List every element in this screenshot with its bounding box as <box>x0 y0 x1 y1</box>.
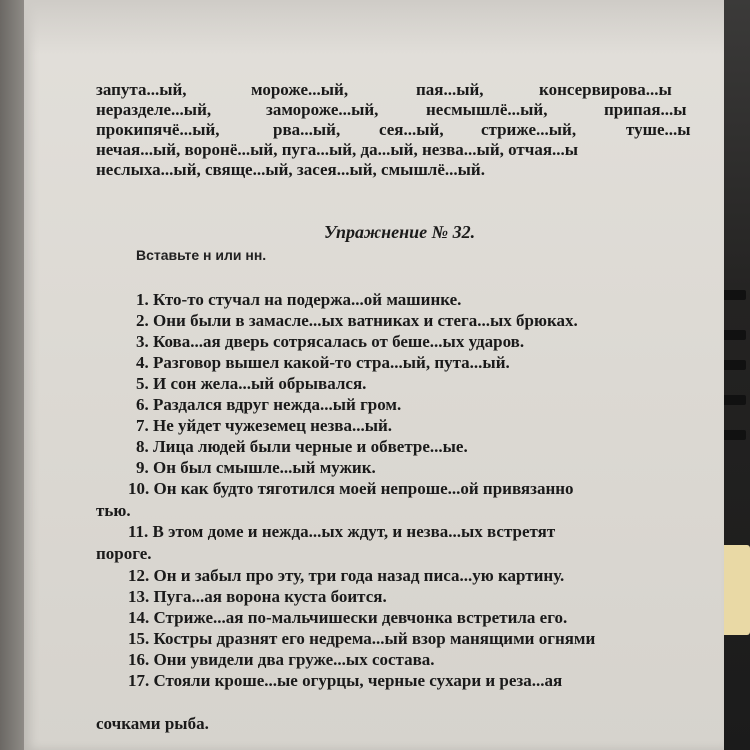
item-continuation: пороге. <box>96 544 152 563</box>
exercise-item: 11. В этом доме и нежда...ых ждут, и незва...ых встретят <box>128 522 556 541</box>
word: пая...ый, <box>416 80 484 99</box>
item-continuation: сочками рыба. <box>96 714 209 733</box>
exercise-title: Упражнение № 32. <box>324 222 476 242</box>
word: прокипячё...ый, <box>96 120 220 139</box>
word-row <box>96 80 724 100</box>
exercise-item: 14. Стриже...ая по-мальчишески девчонка встретила его. <box>128 608 568 627</box>
exercise-item: 12. Он и забыл про эту, три года назад писа...ую картину. <box>128 566 565 585</box>
exercise-item: 16. Они увидели два груже...ых состава. <box>128 650 435 669</box>
exercise-item: 4. Разговор вышел какой-то стра...ый, пута...ый. <box>136 353 510 372</box>
exercise-item: 1. Кто-то стучал на подержа...ой машинке. <box>136 290 462 309</box>
word: мороже...ый, <box>251 80 349 99</box>
word-row <box>96 160 724 180</box>
exercise-item: 2. Они были в замасле...ых ватниках и стега...ых брюках. <box>136 311 578 330</box>
word: несмышлё...ый, <box>426 100 548 119</box>
exercise-item: 3. Кова...ая дверь сотрясалась от беше...ых ударов. <box>136 332 525 351</box>
exercise-item: 15. Костры дразнят его недрема...ый взор манящими огнями <box>128 629 596 648</box>
item-continuation: тью. <box>96 501 131 520</box>
word-row <box>96 140 724 160</box>
word: рва...ый, <box>273 120 341 139</box>
exercise-item: 6. Раздался вдруг нежда...ый гром. <box>136 395 402 414</box>
word: неслыха...ый, свяще...ый, засея...ый, смышлё...ый. <box>96 160 485 179</box>
word: запута...ый, <box>96 80 187 99</box>
exercise-item: 7. Не уйдет чужеземец незва...ый. <box>136 416 393 435</box>
word: замороже...ый, <box>266 100 379 119</box>
word: сея...ый, <box>379 120 444 139</box>
word-row <box>96 100 724 120</box>
word: неразделе...ый, <box>96 100 212 119</box>
exercise-instruction: Вставьте н или нн. <box>136 247 267 263</box>
word: стриже...ый, <box>481 120 577 139</box>
exercise-item: 10. Он как будто тяготился моей непроше...ой привязанно <box>128 479 574 498</box>
exercise-item: 9. Он был смышле...ый мужик. <box>136 458 376 477</box>
word-list <box>96 80 724 180</box>
word-row <box>96 120 724 140</box>
exercise-item: 13. Пуга...ая ворона куста боится. <box>128 587 387 606</box>
word: консервирова...ы <box>539 80 672 99</box>
exercise-item: 8. Лица людей были черные и обветре...ые. <box>136 437 468 456</box>
book-page <box>24 0 724 750</box>
word: нечая...ый, воронё...ый, пуга...ый, да...ый, незва...ый, отчая...ы <box>96 140 579 159</box>
word: туше...ы <box>626 120 691 139</box>
exercise-item: 17. Стояли кроше...ые огурцы, черные сухари и реза...ая <box>128 671 563 690</box>
word: припая...ы <box>604 100 687 119</box>
exercise-item: 5. И сон жела...ый обрывался. <box>136 374 367 393</box>
